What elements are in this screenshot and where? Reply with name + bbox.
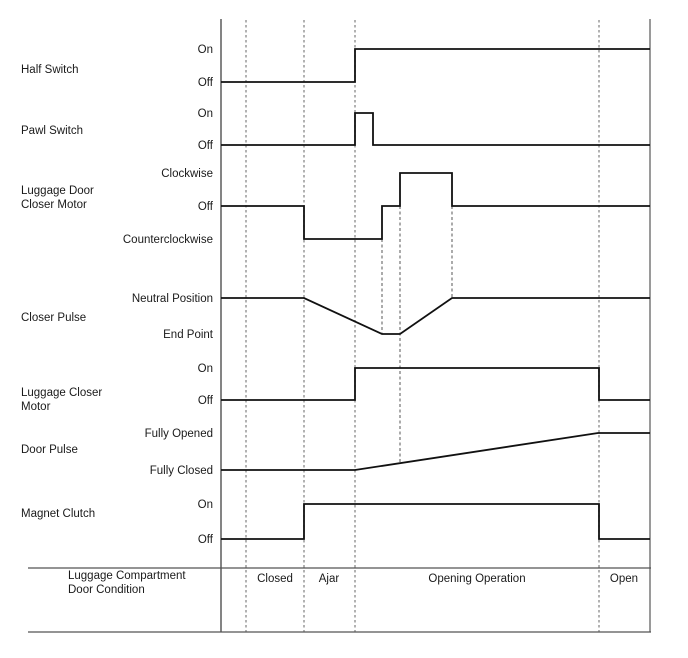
closer-pulse-trace — [221, 298, 650, 334]
magnet-clutch-level-label: On — [197, 499, 213, 511]
luggage-door-closer-motor-trace — [221, 173, 650, 239]
phase-label-3: Open — [609, 573, 639, 585]
phase-label-2: Opening Operation — [428, 573, 526, 585]
magnet-clutch-label: Magnet Clutch — [21, 508, 96, 520]
luggage-door-closer-motor-level-label: Clockwise — [161, 168, 213, 180]
condition-row-label: Luggage Compartment — [68, 570, 186, 582]
door-pulse-level-label: Fully Opened — [144, 428, 213, 440]
door-pulse-label: Door Pulse — [21, 444, 78, 456]
magnet-clutch-level-label: Off — [197, 534, 213, 546]
closer-pulse-level-label: End Point — [163, 329, 213, 341]
half-switch-label: Half Switch — [21, 64, 79, 76]
luggage-closer-motor-trace — [221, 368, 650, 400]
half-switch-level-label: Off — [197, 77, 213, 89]
luggage-door-closer-motor-level-label: Counterclockwise — [122, 234, 213, 246]
phase-label-1: Ajar — [318, 573, 340, 585]
pawl-switch-level-label: On — [197, 108, 213, 120]
luggage-closer-motor-label: Luggage Closer — [21, 387, 103, 399]
pawl-switch-label: Pawl Switch — [21, 125, 83, 137]
closer-pulse-label: Closer Pulse — [21, 312, 87, 324]
phase-label-0: Closed — [257, 573, 293, 585]
half-switch-level-label: On — [197, 44, 213, 56]
luggage-closer-motor-level-label: On — [197, 363, 213, 375]
door-pulse-trace — [221, 433, 650, 470]
pawl-switch-level-label: Off — [197, 140, 213, 152]
magnet-clutch-trace — [221, 504, 650, 539]
luggage-closer-motor-label: Motor — [21, 401, 51, 413]
closer-pulse-level-label: Neutral Position — [131, 293, 213, 305]
luggage-door-closer-motor-label: Closer Motor — [21, 199, 87, 211]
luggage-door-closer-motor-level-label: Off — [197, 201, 213, 213]
luggage-closer-motor-level-label: Off — [197, 395, 213, 407]
door-pulse-level-label: Fully Closed — [149, 465, 213, 477]
condition-row-label: Door Condition — [68, 584, 145, 596]
luggage-door-closer-motor-label: Luggage Door — [21, 185, 94, 197]
pawl-switch-trace — [221, 113, 650, 145]
half-switch-trace — [221, 49, 650, 82]
